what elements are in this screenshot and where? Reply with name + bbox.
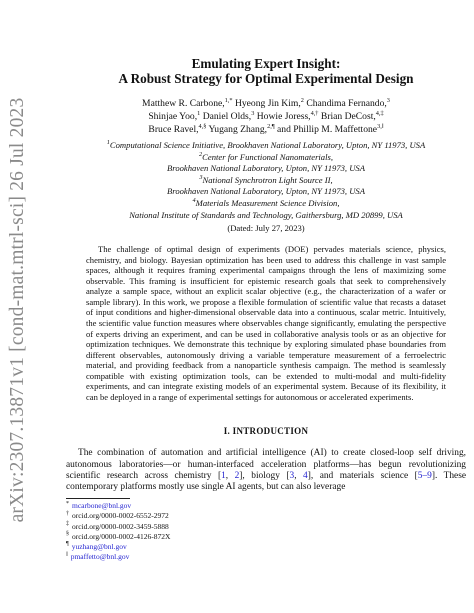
affiliation-list <box>66 140 466 221</box>
arxiv-stamp-text: arXiv:2307.13871v1 [cond-mat.mtrl-sci] 26 Jul 2023 <box>7 97 28 523</box>
email-link[interactable]: mcarbone@bnl.gov <box>72 501 132 511</box>
author-name: Howie Joress, <box>256 111 311 122</box>
footnote <box>66 501 466 511</box>
affiliation-3-cont: Brookhaven National Laboratory, Upton, NY 11973, USA <box>167 186 365 197</box>
author-name: Chandima Fernando, <box>306 98 387 109</box>
footnote-list <box>66 501 466 562</box>
footnote-mark: ¶ <box>66 541 69 548</box>
affiliation-number: 2 <box>199 150 203 158</box>
intro-text: ]. These contemporary platforms mostly use single AI agents, but can also leverage <box>66 470 466 492</box>
author-affiliation-mark: 4,‡ <box>375 109 384 117</box>
author-affiliation-mark: 3 <box>251 109 255 117</box>
author-line-2 <box>66 110 466 123</box>
author-affiliation-mark: 3 <box>386 96 390 104</box>
author-affiliation-mark: 3,‖ <box>377 122 384 130</box>
footnote <box>66 542 466 552</box>
footnote <box>66 522 466 532</box>
intro-text: , <box>294 470 304 481</box>
author-line-1 <box>66 97 466 110</box>
citation-link[interactable]: 4 <box>303 470 308 481</box>
title-line-2: A Robust Strategy for Optimal Experimental Design <box>118 71 414 86</box>
paper-title <box>66 56 466 86</box>
footnote-mark: † <box>66 510 69 517</box>
author-name: Brian DeCost, <box>320 111 376 122</box>
orcid-text: orcid.org/0000-0002-4126-872X <box>72 531 171 541</box>
author-list <box>66 97 466 136</box>
footnote-divider <box>66 498 130 499</box>
author-name: Yugang Zhang, <box>208 124 268 135</box>
affiliation-3 <box>66 175 466 187</box>
affiliation-2-cont: Brookhaven National Laboratory, Upton, NY 11973, USA <box>167 163 365 174</box>
footnote-mark: * <box>66 500 69 507</box>
footnote-mark: ‖ <box>66 551 68 558</box>
author-name: Matthew R. Carbone, <box>142 98 225 109</box>
footnote-mark: § <box>66 531 69 538</box>
citation-link[interactable]: 1 <box>221 470 226 481</box>
introduction-paragraph <box>66 448 466 493</box>
footnote <box>66 532 466 542</box>
citation-link[interactable]: 2 <box>234 470 240 481</box>
title-line-1: Emulating Expert Insight: <box>191 56 341 71</box>
author-name: Shinjae Yoo, <box>148 111 198 122</box>
orcid-text: orcid.org/0000-0002-6552-2972 <box>72 511 169 521</box>
affiliation-text: Computational Science Initiative, Brookhaven National Laboratory, Upton, NY 11973, USA <box>109 140 426 150</box>
arxiv-identifier-stamp <box>4 97 32 523</box>
author-affiliation-mark: 1 <box>197 109 201 117</box>
abstract-text: The challenge of optimal design of experiments (DOE) pervades materials science, physics, chemistry, and biology. Bayesian optimization has been used to address this challenge in vast sample spaces, although it requires framing experimental campaigns through the lens of maximizing some observable. This framing is insufficient for epistemic research goals that seek to comprehensively analyze a sample space, without an explicit scalar objective (e.g., the characterization of a wafer or sample library). In this work, we propose a flexible formulation of scientific value that recasts a dataset of input conditions and higher-dimensional observable data into a continuous, scalar metric. Intuitively, the scientific value function measures where observables change significantly, emulating the perspective of experts driving an experiment, and can be used in collaborative analysis tools or as an objective for optimization techniques. We demonstrate this technique by exploring simulated phase boundaries from different observables, autonomously driving a variable temperature measurement of a ferroelectric material, and providing feedback from a nanoparticle synthesis campaign. The method is seamlessly compatible with existing optimization tools, can be extended to multi-modal and multi-fidelity experiments, and can integrate existing models of an experimental system. Because of its flexibility, it can be deployed in a range of experimental settings for autonomous or accelerated experiments. <box>86 244 446 402</box>
footnote <box>66 552 466 562</box>
intro-text: The combination of automation and artificial intelligence (AI) to create closed-loop self driving, autonomous laboratories—or human-interfaced acceleration platforms—has begun revolutionizing scientific research across chemistry [ <box>66 448 466 481</box>
author-name: and Phillip M. Maffettone <box>277 124 378 135</box>
affiliation-number: 4 <box>192 197 196 205</box>
footnote <box>66 511 466 521</box>
intro-text: , <box>225 470 235 481</box>
email-link[interactable]: pmaffetto@bnl.gov <box>70 552 130 562</box>
orcid-text: orcid.org/0000-0002-3459-5888 <box>72 521 169 531</box>
author-name: Daniel Olds, <box>202 111 252 122</box>
citation-link[interactable]: 5–9 <box>417 470 432 481</box>
author-line-3 <box>66 123 466 136</box>
author-affiliation-mark: 4,† <box>310 109 319 117</box>
intro-text: ], biology [ <box>239 470 290 481</box>
affiliation-text: Center for Functional Nanomaterials, <box>202 151 333 162</box>
abstract <box>86 244 446 402</box>
affiliation-number: 1 <box>106 139 110 147</box>
author-affiliation-mark: 2,¶ <box>267 122 275 130</box>
author-affiliation-mark: 2 <box>300 96 304 104</box>
email-link[interactable]: yuzhang@bnl.gov <box>71 541 127 551</box>
author-name: Bruce Ravel, <box>148 124 199 135</box>
intro-text: ], and materials science [ <box>307 470 418 481</box>
author-affiliation-mark: 4,§ <box>198 122 207 130</box>
section-heading-introduction: I. INTRODUCTION <box>223 426 309 437</box>
paper-page <box>66 0 466 562</box>
dated-line: (Dated: July 27, 2023) <box>227 223 305 234</box>
author-name: Hyeong Jin Kim, <box>234 98 301 109</box>
affiliation-2 <box>66 152 466 164</box>
affiliation-number: 3 <box>199 173 203 181</box>
affiliation-4-cont: National Institute of Standards and Technology, Gaithersburg, MD 20899, USA <box>129 209 403 220</box>
footnote-mark: ‡ <box>66 521 69 528</box>
citation-link[interactable]: 3 <box>289 470 295 481</box>
affiliation-4 <box>66 198 466 210</box>
affiliation-1 <box>66 140 466 152</box>
author-affiliation-mark: 1,* <box>224 96 233 104</box>
affiliation-text: National Synchrotron Light Source II, <box>202 174 333 185</box>
introduction-body <box>66 448 466 493</box>
affiliation-text: Materials Measurement Science Division, <box>195 197 340 208</box>
